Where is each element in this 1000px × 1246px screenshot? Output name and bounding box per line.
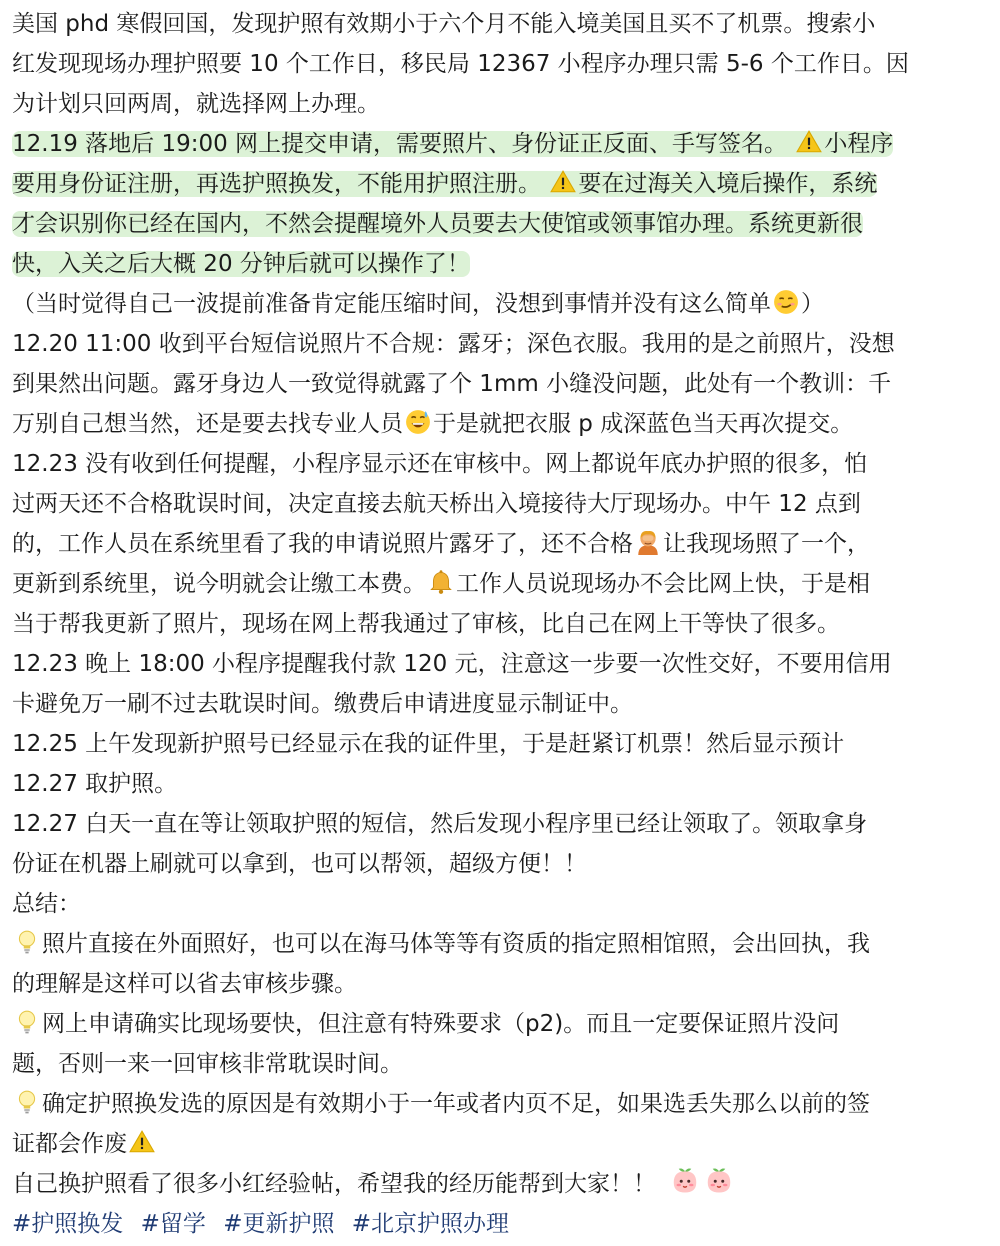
text-line: 为计划只回两周，就选择网上办理。 <box>12 91 380 117</box>
text-segment: 更新到系统里，说今明就会让缴工本费。 <box>12 571 426 597</box>
summary-heading: 总结： <box>12 891 81 917</box>
text-line: 美国 phd 寒假回国，发现护照有效期小于六个月不能入境美国且买不了机票。搜索小 <box>12 11 876 37</box>
text-segment: 要用身份证注册，再选护照换发，不能用护照注册。 <box>12 171 541 197</box>
text-line: 题，否则一来一回审核非常耽误时间。 <box>12 1051 403 1077</box>
text-segment: 工作人员说现场办不会比网上快，于是相 <box>456 571 870 597</box>
text-line <box>12 924 988 964</box>
light-bulb-icon <box>14 929 40 955</box>
text-line: 当于帮我更新了照片，现场在网上帮我通过了审核，比自己在网上干等快了很多。 <box>12 611 840 637</box>
peach-face-icon <box>670 1165 700 1195</box>
text-line: 卡避免万一刷不过去耽误时间。缴费后申请进度显示制证中。 <box>12 691 633 717</box>
text-segment: 网上申请确实比现场要快，但注意有特殊要求（p2)。而且一定要保证照片没问 <box>42 1011 840 1037</box>
hashtag-link[interactable]: #护照换发 <box>12 1211 124 1237</box>
text-line: 12.23 没有收到任何提醒，小程序显示还在审核中。网上都说年底办护照的很多，怕 <box>12 451 868 477</box>
text-line: 过两天还不合格耽误时间，决定直接去航天桥出入境接待大厅现场办。中午 12 点到 <box>12 491 861 517</box>
hashtag-link[interactable]: #更新护照 <box>223 1211 335 1237</box>
warning-icon <box>550 169 576 195</box>
text-line <box>12 564 988 604</box>
text-line <box>12 1084 988 1124</box>
text-line: 12.20 11:00 收到平台短信说照片不合规：露牙；深色衣服。我用的是之前照片，没想 <box>12 331 895 357</box>
warning-icon <box>129 1129 155 1155</box>
hashtag-link[interactable]: #北京护照办理 <box>351 1211 510 1237</box>
text-segment: 确定护照换发选的原因是有效期小于一年或者内页不足，如果选丢失那么以前的签 <box>42 1091 870 1117</box>
text-segment: 的，工作人员在系统里看了我的申请说照片露牙了，还不合格 <box>12 531 633 557</box>
text-segment: 要在过海关入境后操作，系统 <box>578 171 878 197</box>
text-segment: 让我现场照了一个， <box>663 531 870 557</box>
peach-face-icon <box>704 1165 734 1195</box>
text-line: 12.27 白天一直在等让领取护照的短信，然后发现小程序里已经让领取了。领取拿身 <box>12 811 868 837</box>
facepalm-person-icon <box>635 529 661 555</box>
highlighted-line <box>12 124 988 164</box>
text-segment: 才会识别你已经在国内，不然会提醒境外人员要去大使馆或领事馆办理。系统更新很 <box>12 211 863 237</box>
text-line: 红发现现场办理护照要 10 个工作日，移民局 12367 小程序办理只需 5-6 个工作日。因 <box>12 51 909 77</box>
text-line <box>12 404 988 444</box>
text-segment: 证都会作废 <box>12 1131 127 1157</box>
hashtag-row <box>12 1204 988 1244</box>
highlighted-line <box>12 244 988 284</box>
hashtag-link[interactable]: #留学 <box>140 1211 206 1237</box>
text-segment: 于是就把衣服 p 成深蓝色当天再次提交。 <box>433 411 854 437</box>
text-line <box>12 1124 988 1164</box>
text-line: 12.23 晚上 18:00 小程序提醒我付款 120 元，注意这一步要一次性交好，不要用信用 <box>12 651 892 677</box>
text-segment: ） <box>801 291 824 317</box>
text-line <box>12 284 988 324</box>
bell-icon <box>428 569 454 595</box>
text-segment: 照片直接在外面照好，也可以在海马体等等有资质的指定照相馆照，会出回执，我 <box>42 931 870 957</box>
text-line: 12.27 取护照。 <box>12 771 178 797</box>
text-segment: 万别自己想当然，还是要去找专业人员 <box>12 411 403 437</box>
text-line: 12.25 上午发现新护照号已经显示在我的证件里，于是赶紧订机票！然后显示预计 <box>12 731 845 757</box>
text-segment: 小程序 <box>824 131 894 157</box>
warning-icon <box>796 129 822 155</box>
text-segment: 12.19 落地后 19:00 网上提交申请，需要照片、身份证正反面、手写签名。 <box>12 131 788 157</box>
text-line: 的理解是这样可以省去审核步骤。 <box>12 971 357 997</box>
text-line <box>12 1004 988 1044</box>
text-line <box>12 524 988 564</box>
grinning-sweat-face-icon <box>405 409 431 435</box>
text-segment: 自己换护照看了很多小红经验帖，希望我的经历能帮到大家！！ <box>12 1171 656 1197</box>
smirking-face-icon <box>773 289 799 315</box>
text-segment: 快，入关之后大概 20 分钟后就可以操作了！ <box>12 251 470 277</box>
text-line: 到果然出问题。露牙身边人一致觉得就露了个 1mm 小缝没问题，此处有一个教训：千 <box>12 371 892 397</box>
highlighted-line <box>12 204 988 244</box>
text-segment: （当时觉得自己一波提前准备肯定能压缩时间，没想到事情并没有这么简单 <box>12 291 771 317</box>
text-line <box>12 1164 988 1204</box>
light-bulb-icon <box>14 1089 40 1115</box>
light-bulb-icon <box>14 1009 40 1035</box>
text-line: 份证在机器上刷就可以拿到，也可以帮领，超级方便！！ <box>12 851 587 877</box>
highlighted-line <box>12 164 988 204</box>
